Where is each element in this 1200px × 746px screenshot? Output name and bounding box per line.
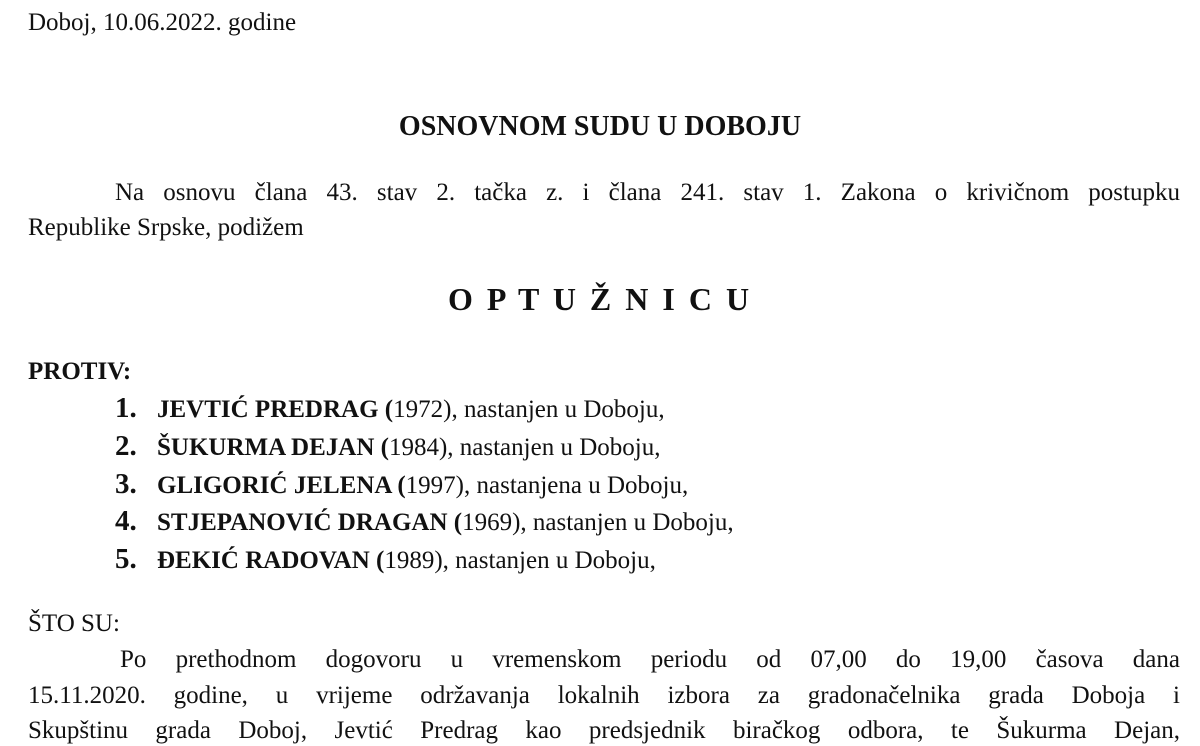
item-number: 4.	[115, 505, 137, 537]
defendant-item	[115, 393, 665, 425]
defendant-name: ŠUKURMA DEJAN (	[157, 434, 389, 461]
intro-line-1: Na osnovu člana 43. stav 2. tačka z. i člana 241. stav 1. Zakona o krivičnom postupku	[115, 179, 1180, 206]
intro-line-2: Republike Srpske, podižem	[28, 214, 304, 241]
defendant-details: 1984), nastanjen u Doboju,	[388, 434, 661, 461]
addressee: OSNOVNOM SUDU U DOBOJU	[398, 111, 802, 142]
item-number: 3.	[115, 468, 137, 500]
charges-label: ŠTO SU:	[28, 610, 120, 637]
defendant-details: 1997), nastanjena u Doboju,	[405, 472, 689, 499]
defendant-item	[115, 431, 660, 463]
defendant-item	[115, 469, 688, 501]
item-number: 5.	[115, 543, 137, 575]
charges-line-1: Po prethodnom dogovoru u vremenskom periodu od 07,00 do 19,00 časova dana	[120, 646, 1180, 673]
defendant-details: 1972), nastanjen u Doboju,	[393, 396, 665, 423]
defendant-details: 1969), nastanjen u Doboju,	[462, 509, 734, 536]
place-date: Doboj, 10.06.2022. godine	[28, 9, 297, 36]
defendant-name: ĐEKIĆ RADOVAN (	[157, 547, 385, 574]
defendant-item	[115, 506, 734, 538]
item-number: 2.	[115, 430, 137, 462]
charges-line-3: Skupštinu grada Doboj, Jevtić Predrag kao predsjednik biračkog odbora, te Šukurma Dejan,	[28, 717, 1180, 744]
charges-line-2: 15.11.2020. godine, u vrijeme održavanja lokalnih izbora za gradonačelnika grada Doboja i	[28, 682, 1180, 709]
defendant-name: STJEPANOVIĆ DRAGAN (	[157, 509, 463, 536]
against-label: PROTIV:	[28, 358, 132, 385]
defendant-details: 1989), nastanjen u Doboju,	[384, 547, 656, 574]
defendant-item	[115, 544, 656, 576]
defendant-name: JEVTIĆ PREDRAG (	[157, 396, 394, 423]
defendant-name: GLIGORIĆ JELENA (	[157, 472, 406, 499]
document-title: O P T U Ž N I C U	[447, 281, 753, 317]
item-number: 1.	[115, 392, 137, 424]
